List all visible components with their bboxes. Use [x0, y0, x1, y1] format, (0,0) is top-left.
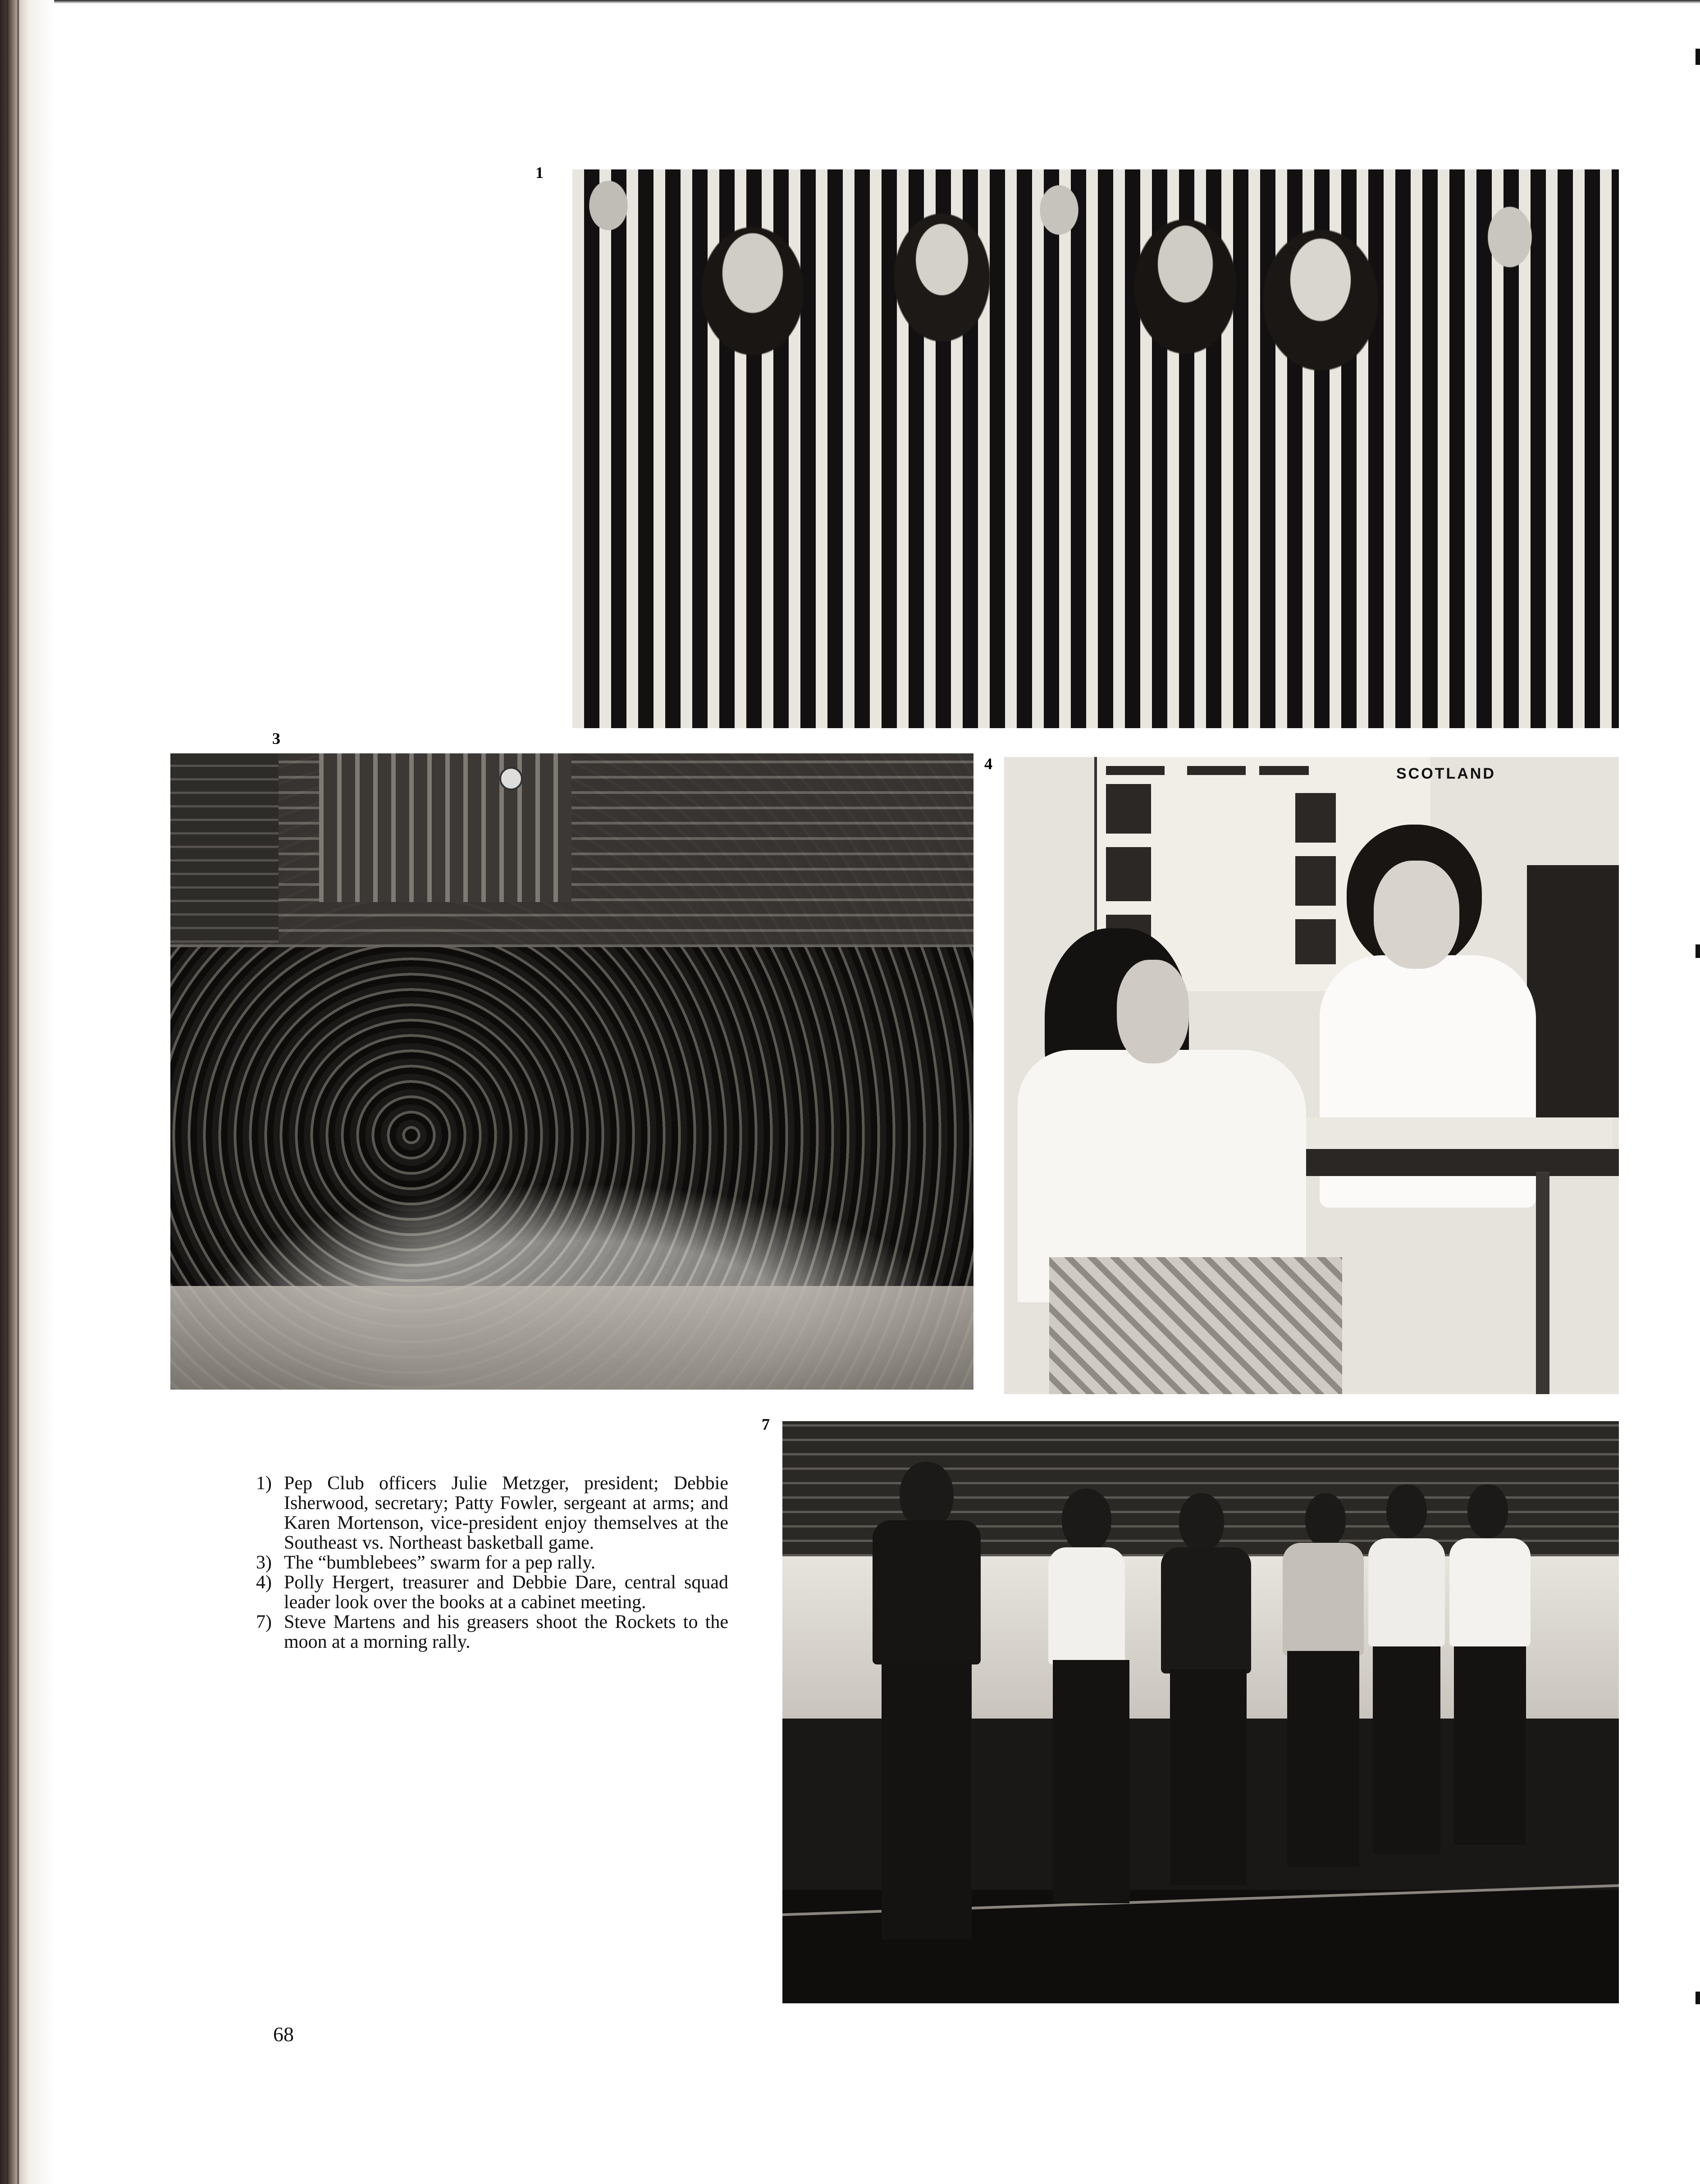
- plaid-skirt: [1049, 1257, 1342, 1394]
- photo-bumblebees-bleachers: [170, 753, 973, 1390]
- edge-mark: [1695, 49, 1700, 65]
- photo-number-7: 7: [762, 1415, 770, 1433]
- wood-panel: [319, 753, 571, 902]
- photo-number-3: 3: [272, 730, 280, 748]
- binding-line: [17, 0, 19, 2184]
- person-seated-face: [1117, 960, 1189, 1063]
- book-binding-edge: [0, 0, 54, 2184]
- gym-floor: [170, 1286, 973, 1390]
- background-equipment: [1527, 865, 1619, 1117]
- photo-cabinet-meeting: [1004, 757, 1619, 1394]
- brick-wall-left: [170, 753, 279, 943]
- binding-line: [6, 0, 8, 2184]
- table-leg: [1536, 1172, 1549, 1394]
- photo-pep-club-officers: [572, 169, 1619, 728]
- photo-captions: [256, 1473, 728, 1652]
- caption-item: 7) Steve Martens and his greasers shoot the Rockets to the moon at a morning rally.: [256, 1612, 728, 1652]
- page-number: 68: [273, 2023, 294, 2046]
- edge-mark: [1695, 944, 1700, 958]
- caption-item: 4) Polly Hergert, treasurer and Debbie Dare, central squad leader look over the books at a cabinet meeting.: [256, 1572, 728, 1613]
- photo-number-4: 4: [984, 755, 992, 773]
- person-standing-face: [1374, 861, 1459, 969]
- scotland-sign: SCOTLAND: [1396, 765, 1496, 782]
- edge-mark: [1695, 1992, 1700, 2004]
- photo-greasers-rally: [782, 1421, 1619, 2003]
- wall-clock: [499, 767, 523, 790]
- brick-wall: [170, 753, 973, 947]
- page-top-edge: [54, 0, 1700, 4]
- caption-item: 1) Pep Club officers Julie Metzger, president; Debbie Isherwood, secretary; Patty Fowler, sergeant at arms; and Karen Mortenson, vice-president enjoy themselves at the Southeast vs. Northeast basketball game.: [256, 1473, 728, 1553]
- photo-number-1: 1: [535, 164, 544, 182]
- caption-item: 3) The “bumblebees” swarm for a pep rally.: [256, 1552, 596, 1573]
